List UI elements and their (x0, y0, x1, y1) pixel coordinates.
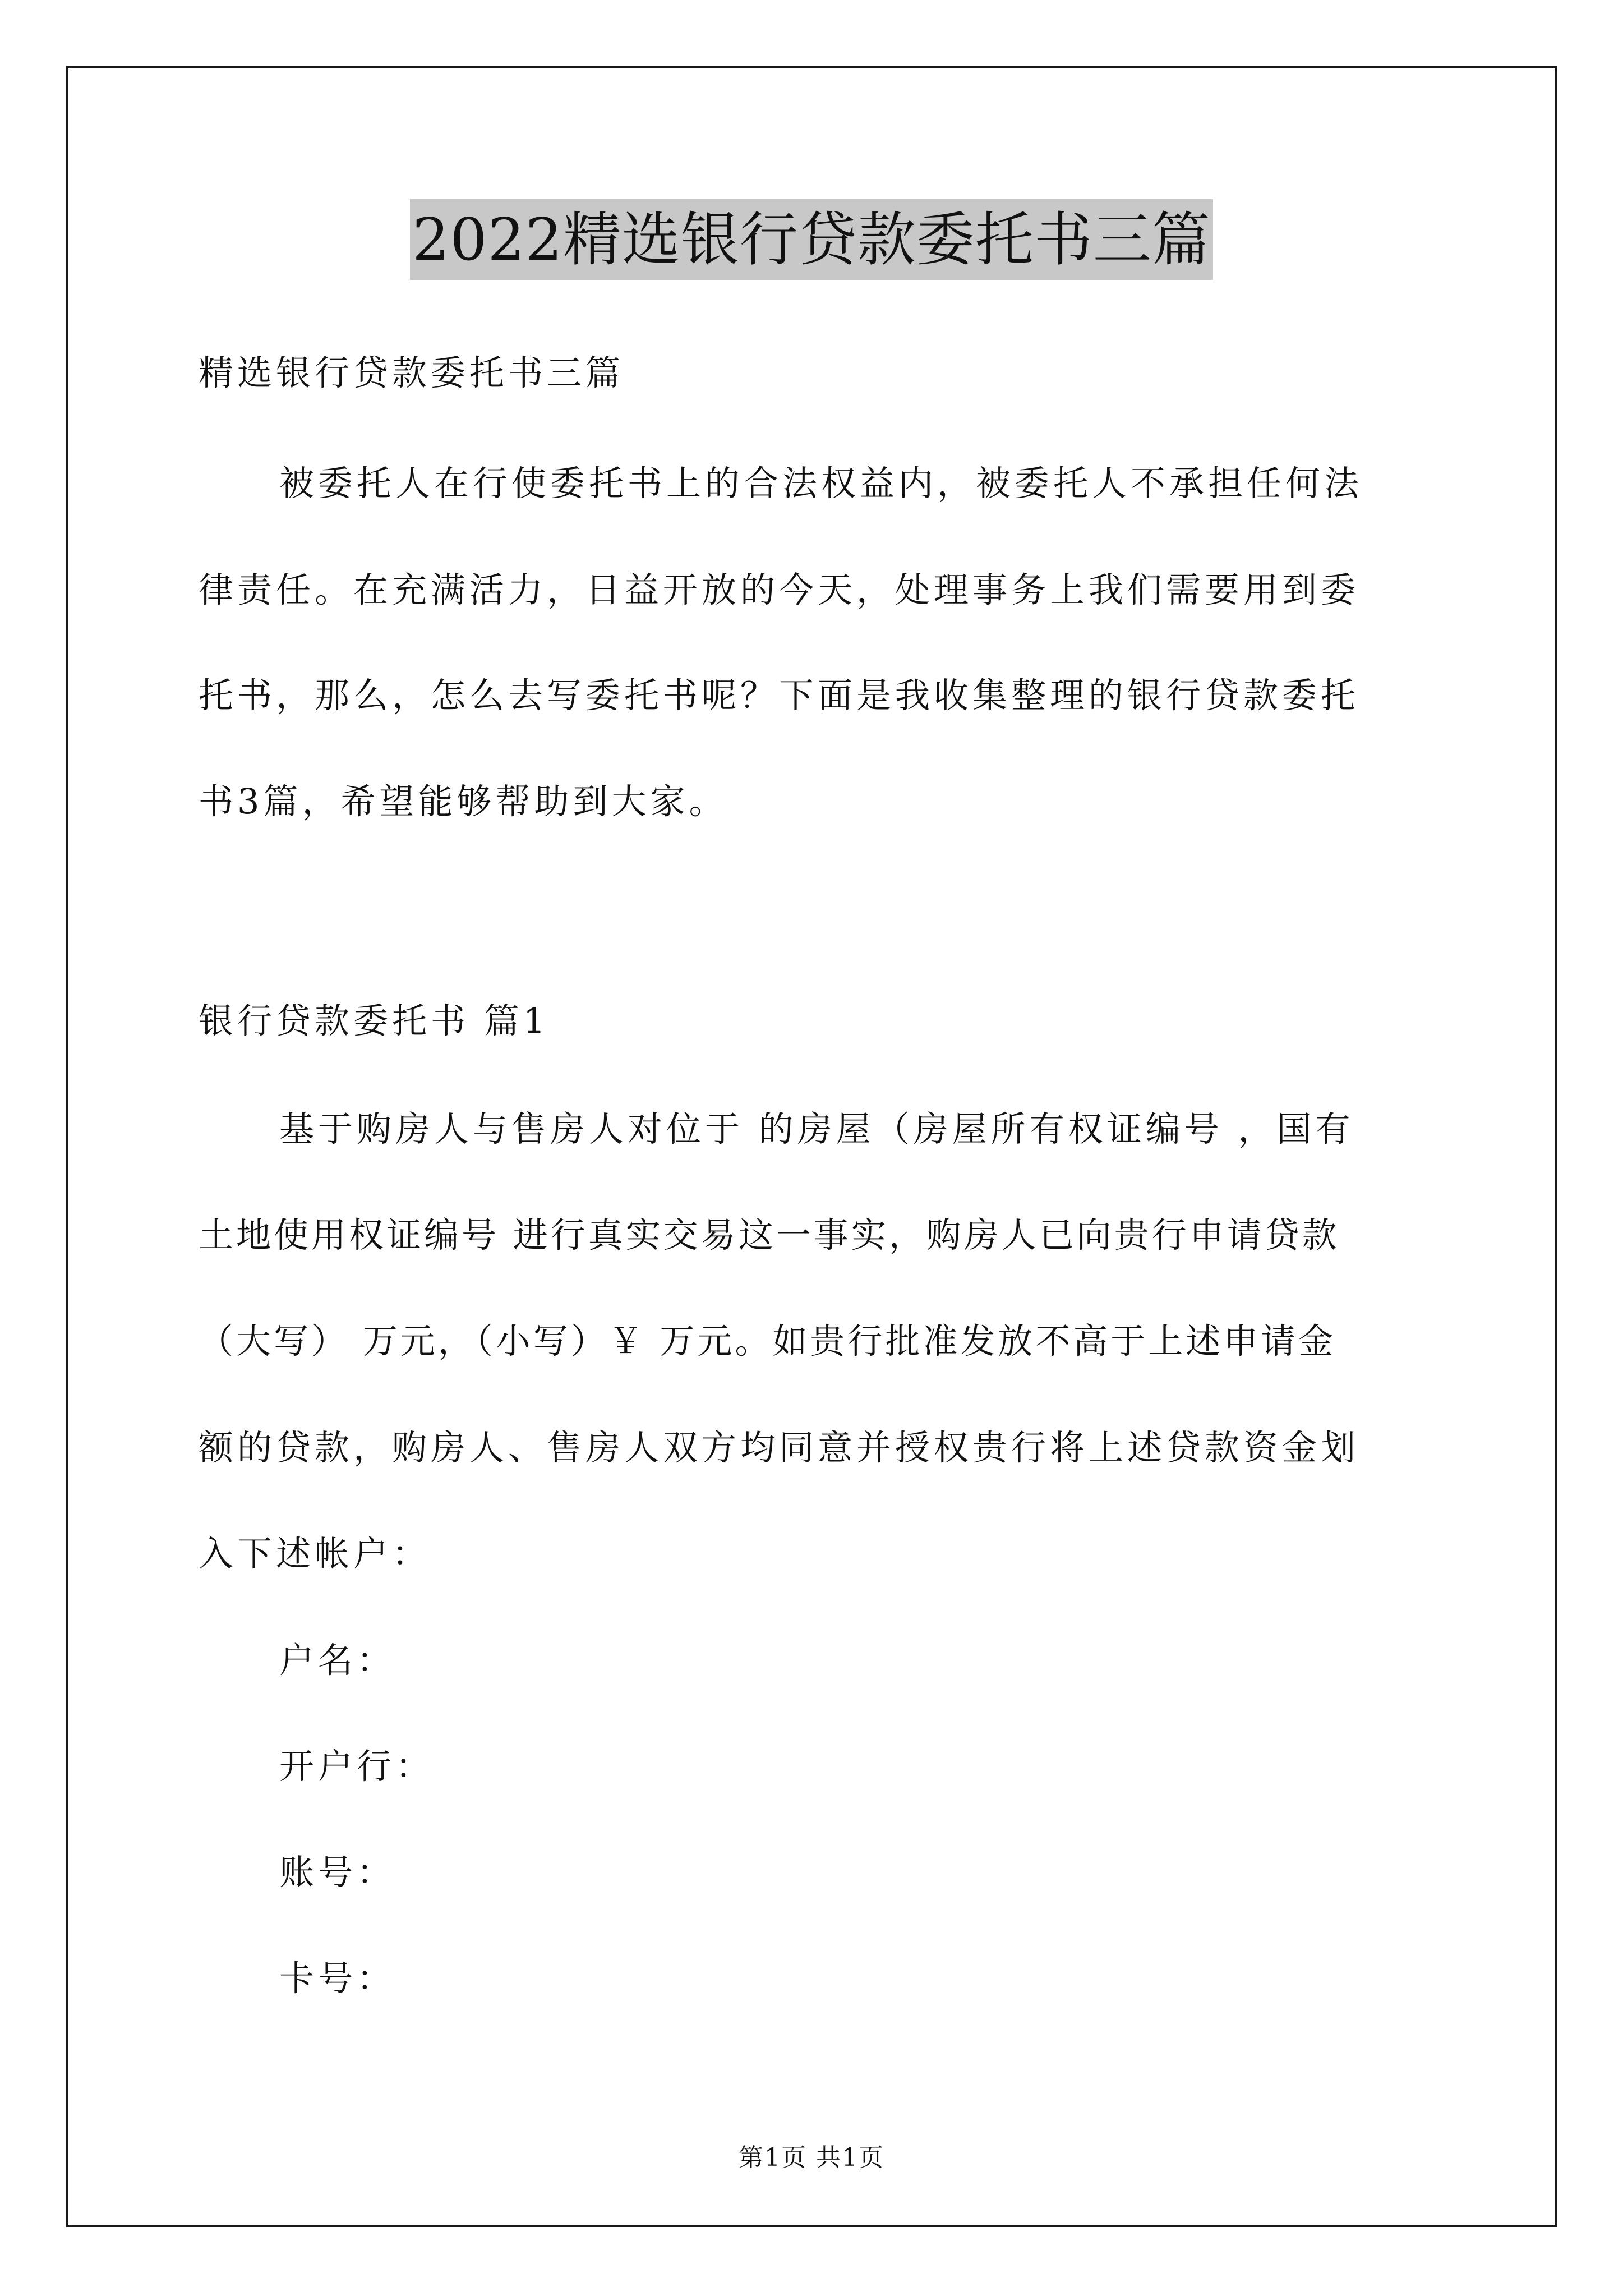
field-account-name: 户名： (279, 1640, 396, 1681)
field-account-number: 账号： (279, 1852, 396, 1893)
section1-line-1: 基于购房人与售房人对位于 的房屋（房屋所有权证编号 ，国有 (279, 1108, 1354, 1149)
page-footer: 第1页 共1页 (739, 2143, 884, 2172)
intro-line-2: 律责任。在充满活力，日益开放的今天，处理事务上我们需要用到委 (199, 569, 1360, 610)
intro-line-4: 书3篇，希望能够帮助到大家。 (199, 781, 728, 822)
field-bank: 开户行： (279, 1746, 435, 1787)
section1-heading: 银行贷款委托书 篇1 (199, 1000, 550, 1041)
intro-line-3: 托书，那么，怎么去写委托书呢？下面是我收集整理的银行贷款委托 (199, 675, 1360, 716)
section1-line-5: 入下述帐户： (199, 1533, 431, 1574)
document-title: 2022精选银行贷款委托书三篇 (410, 199, 1213, 280)
document-subtitle: 精选银行贷款委托书三篇 (199, 352, 625, 393)
section1-line-2: 土地使用权证编号 进行真实交易这一事实，购房人已向贵行申请贷款 (199, 1214, 1340, 1255)
intro-line-1: 被委托人在行使委托书上的合法权益内，被委托人不承担任何法 (279, 463, 1363, 504)
title-wrap (0, 199, 1623, 280)
section1-line-4: 额的贷款，购房人、售房人双方均同意并授权贵行将上述贷款资金划 (199, 1427, 1360, 1468)
field-card-number: 卡号： (279, 1958, 396, 1999)
section1-line-3: （大写） 万元，（小写）￥ 万元。如贵行批准发放不高于上述申请金 (199, 1320, 1336, 1361)
